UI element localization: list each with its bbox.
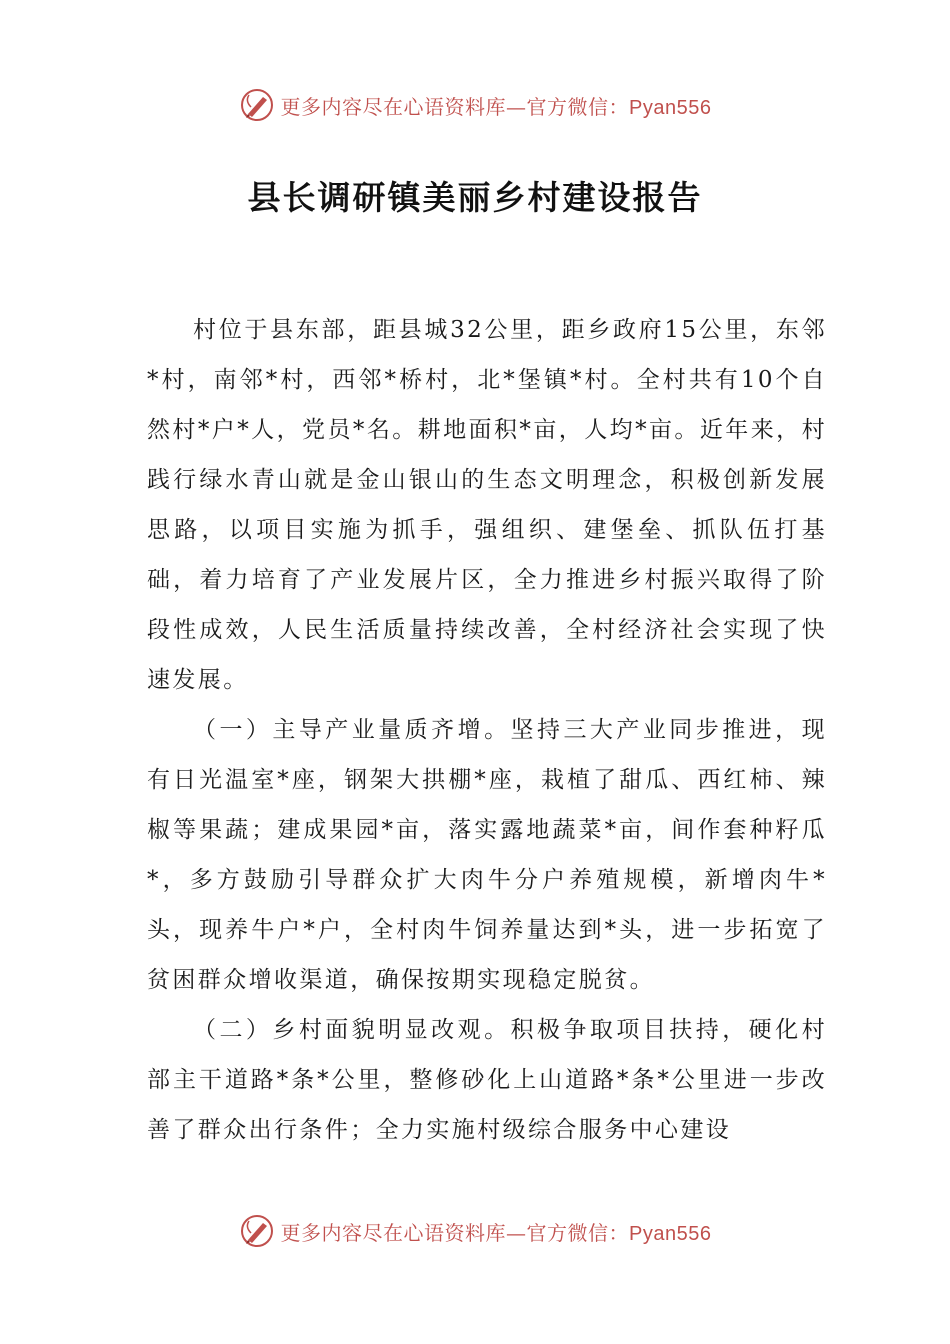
paragraph-industry: （一）主导产业量质齐增。坚持三大产业同步推进，现有日光温室*座，钢架大拱棚*座，栽植了甜瓜、西红柿、辣椒等果蔬；建成果园*亩，落实露地蔬菜*亩，间作套种籽瓜*，多方鼓励引导群众扩大肉牛分户养殖规模，新增肉牛*头，现养牛户*户，全村肉牛饲养量达到*头，进一步拓宽了贫困群众增收渠道，确保按期实现稳定脱贫。: [147, 717, 827, 993]
banner-contact: 官方微信：Pyan556: [526, 96, 712, 119]
banner-contact: 官方微信：Pyan556: [526, 1222, 712, 1245]
banner-main: 更多内容尽在心语资料库: [280, 1220, 507, 1245]
paragraph-village: （二）乡村面貌明显改观。积极争取项目扶持，硬化村部主干道路*条*公里，整修砂化上山道路*条*公里进一步改善了群众出行条件；全力实施村级综合服务中心建设: [147, 1017, 827, 1143]
header-banner: [0, 80, 950, 130]
banner-separator: —: [506, 94, 527, 119]
banner-text: [281, 1217, 712, 1246]
pen-logo-icon: [239, 1213, 275, 1249]
banner-text: [281, 91, 712, 120]
paragraph-intro: 村位于县东部，距县城32公里，距乡政府15公里，东邻*村，南邻*村，西邻*桥村，北*堡镇*村。全村共有10个自然村*户*人，党员*名。耕地面积*亩，人均*亩。近年来，村践行绿水青山就是金山银山的生态文明理念，积极创新发展思路，以项目实施为抓手，强组织、建堡垒、抓队伍打基础，着力培育了产业发展片区，全力推进乡村振兴取得了阶段性成效，人民生活质量持续改善，全村经济社会实现了快速发展。: [147, 317, 827, 693]
document-title: 县长调研镇美丽乡村建设报告: [247, 178, 703, 217]
pen-logo-icon: [239, 87, 275, 123]
footer-banner: [0, 1206, 950, 1256]
document-body: [147, 305, 827, 1155]
banner-main: 更多内容尽在心语资料库: [280, 94, 507, 119]
banner-separator: —: [506, 1220, 527, 1245]
